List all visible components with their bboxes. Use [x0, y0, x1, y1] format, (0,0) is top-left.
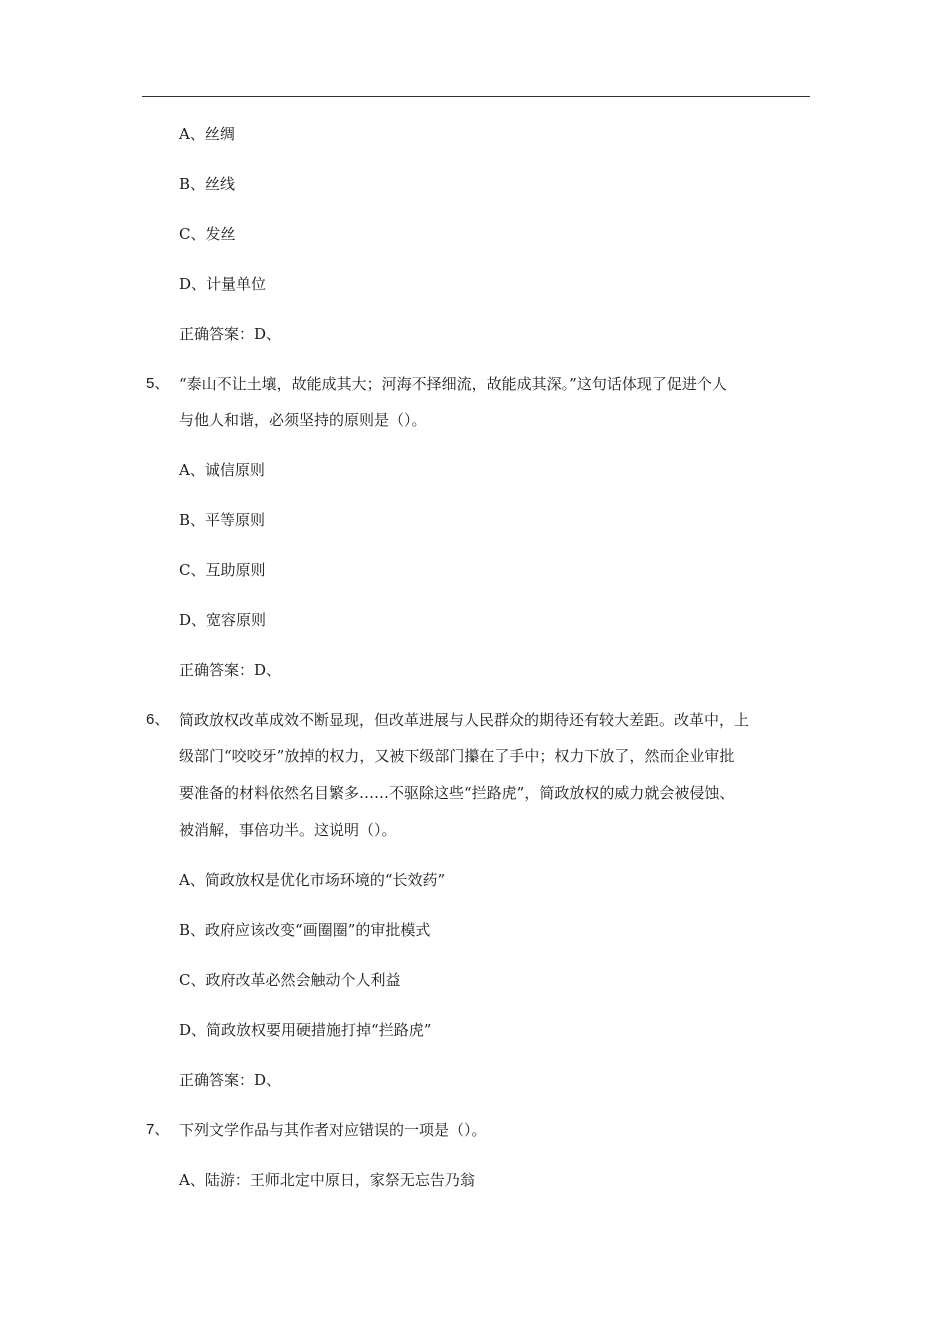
q7-number: 7、: [146, 1121, 170, 1138]
q5-option-b: B、平等原则: [179, 511, 266, 529]
header-rule: [142, 96, 810, 97]
q6-number: 6、: [146, 711, 170, 728]
q6-option-c: C、政府改革必然会触动个人利益: [179, 971, 401, 989]
q5-stem-line-2: 与他人和谐，必须坚持的原则是（）。: [179, 411, 427, 429]
prev-option-c: C、发丝: [179, 225, 236, 243]
prev-option-d: D、计量单位: [179, 275, 267, 293]
q5-option-d: D、宽容原则: [179, 611, 267, 629]
prev-option-b: B、丝线: [179, 175, 236, 193]
q5-option-a: A、诚信原则: [179, 461, 265, 479]
q6-stem-line-4: 被消解，事倍功半。这说明（）。: [179, 821, 397, 839]
q5-number: 5、: [146, 375, 170, 392]
q7-stem-line-1: 下列文学作品与其作者对应错误的一项是（）。: [179, 1121, 487, 1139]
q6-option-a: A、简政放权是优化市场环境的“长效药”: [179, 871, 446, 889]
prev-option-a: A、丝绸: [179, 125, 235, 143]
q6-option-d: D、简政放权要用硬措施打掉“拦路虎”: [179, 1021, 432, 1039]
q5-answer: 正确答案：D、: [179, 661, 282, 679]
q6-answer: 正确答案：D、: [179, 1071, 282, 1089]
q6-stem-line-2: 级部门“咬咬牙”放掉的权力，又被下级部门攥在了手中；权力下放了，然而企业审批: [179, 747, 735, 765]
q5-option-c: C、互助原则: [179, 561, 266, 579]
q6-stem-line-3: 要准备的材料依然名目繁多……不驱除这些“拦路虎”，简政放权的威力就会被侵蚀、: [179, 784, 735, 802]
q6-option-b: B、政府应该改变“画圈圈”的审批模式: [179, 921, 431, 939]
q5-stem-line-1: “泰山不让土壤，故能成其大；河海不择细流，故能成其深。”这句话体现了促进个人: [179, 375, 727, 393]
q6-stem-line-1: 简政放权改革成效不断显现，但改革进展与人民群众的期待还有较大差距。改革中，上: [179, 711, 750, 729]
prev-answer: 正确答案：D、: [179, 325, 282, 343]
q7-option-a: A、陆游：王师北定中原日，家祭无忘告乃翁: [179, 1171, 475, 1189]
